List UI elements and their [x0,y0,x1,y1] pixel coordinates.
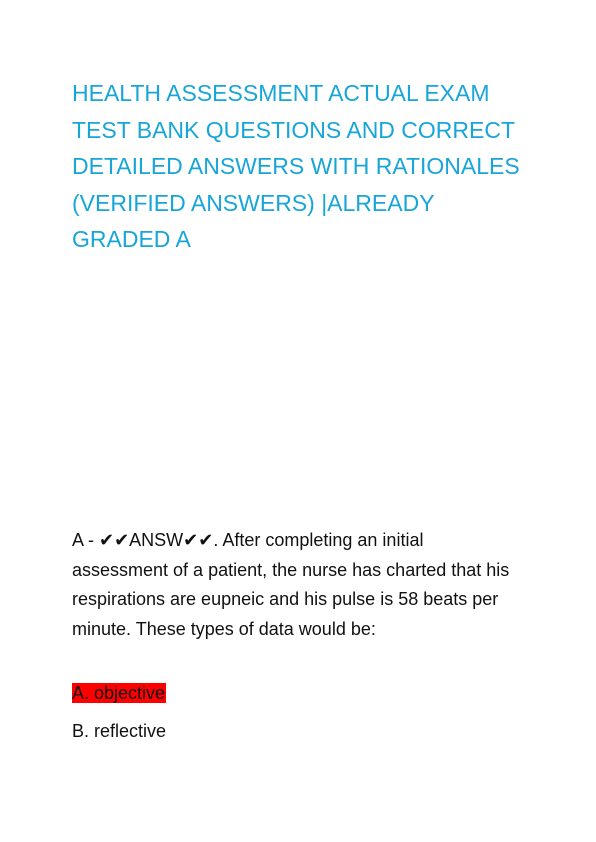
document-title: HEALTH ASSESSMENT ACTUAL EXAM TEST BANK QUESTIONS AND CORRECT DETAILED ANSWERS WITH RATIONALES (VERIFIED ANSWERS) |ALREADY GRADED A [72,80,520,252]
answer-option-b: B. reflective [72,721,167,741]
answer-option-a [72,681,166,705]
question-text: A - ✔✔ANSW✔✔. After completing an initial assessment of a patient, the nurse has charted that his respirations are eupneic and his pulse is 58 beats per minute. These types of data would be: [72,530,510,639]
answer-option-a-highlight: A. objective [72,683,166,703]
